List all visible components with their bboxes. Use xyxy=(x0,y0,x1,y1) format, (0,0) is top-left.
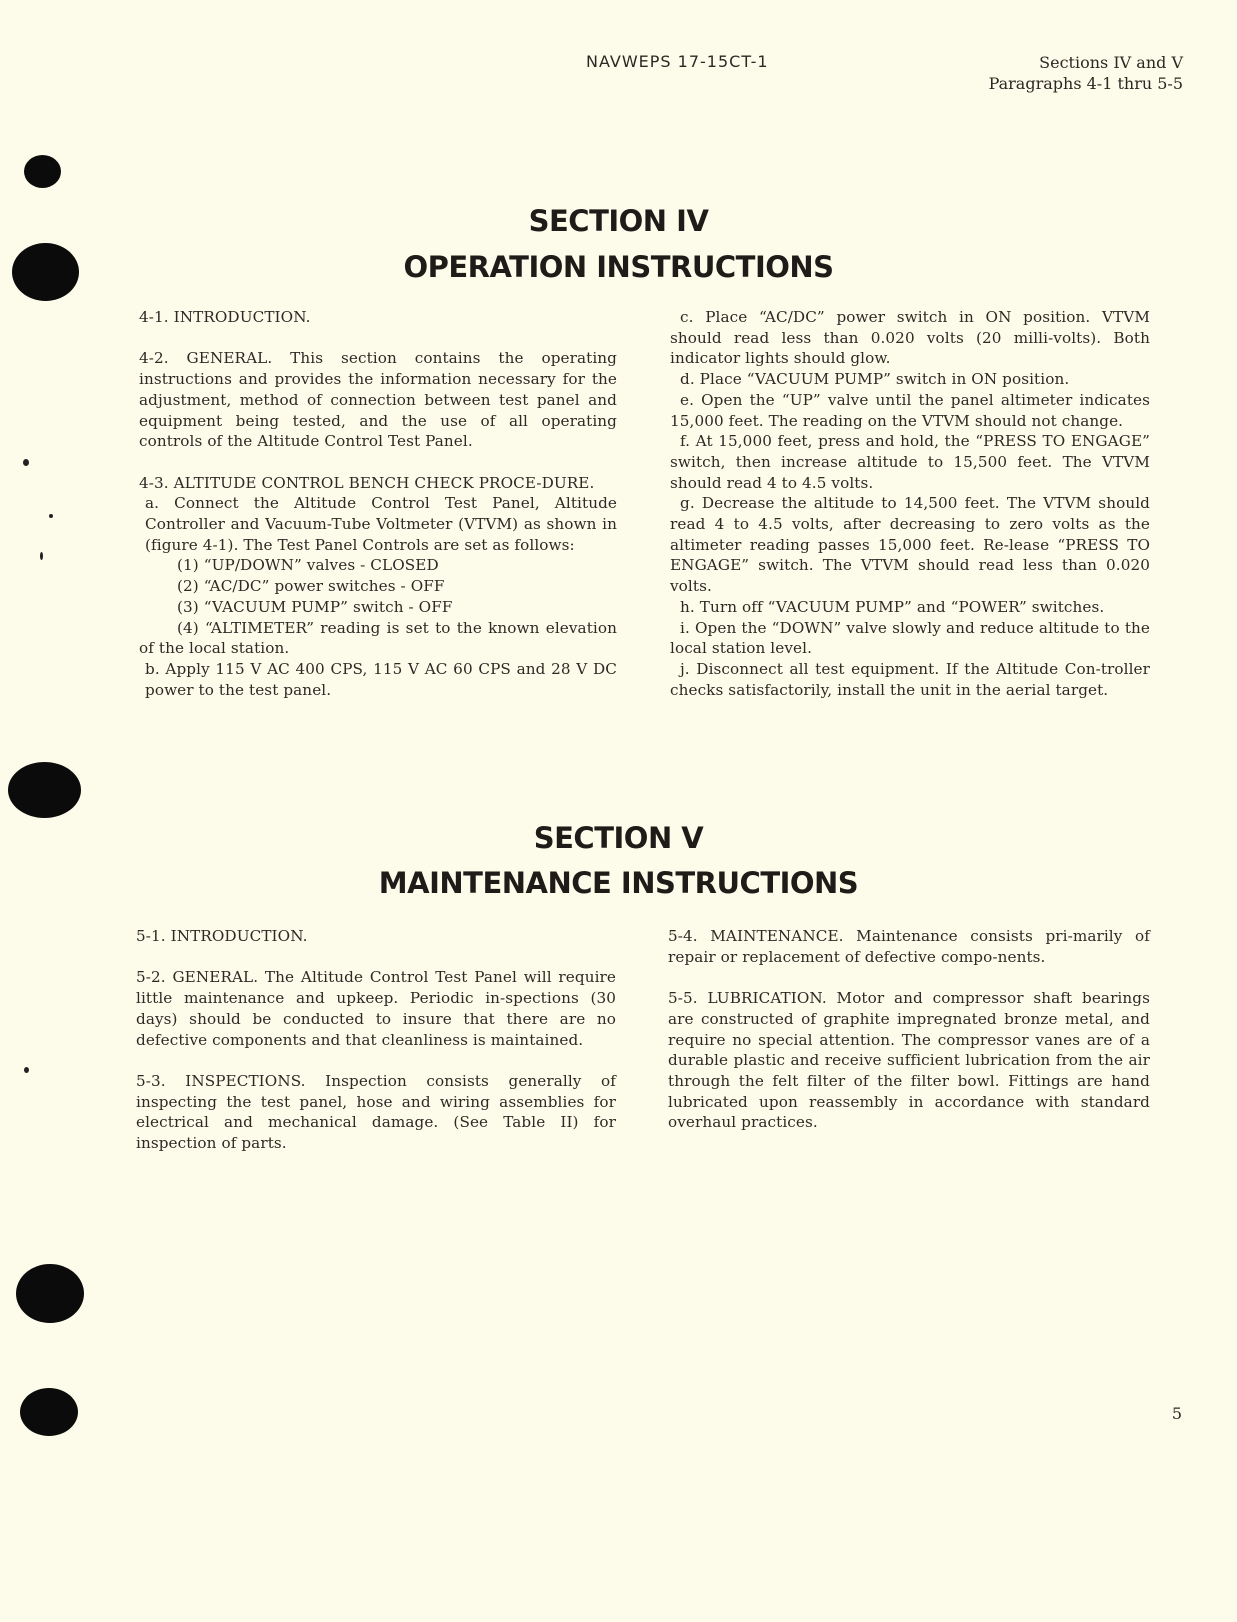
binder-hole xyxy=(8,762,81,818)
section-5-right-column xyxy=(668,926,1150,1133)
scan-speck xyxy=(49,514,53,518)
scan-speck xyxy=(24,1067,29,1073)
step-e: e. Open the “UP” valve until the panel altimeter indicates 15,000 feet. The reading on the VTVM should not change. xyxy=(670,390,1150,430)
binder-hole xyxy=(16,1264,84,1323)
step-a-1: (1) “UP/DOWN” valves - CLOSED xyxy=(177,556,439,575)
section-4-subtitle: OPERATION INSTRUCTIONS xyxy=(403,250,834,284)
sections-label: Sections IV and V xyxy=(1039,53,1183,72)
scan-speck xyxy=(40,552,43,560)
paragraph-5-4: 5-4. MAINTENANCE. Maintenance consists pri-marily of repair or replacement of defective compo-nents. xyxy=(668,927,1150,966)
paragraph-5-1: 5-1. INTRODUCTION. xyxy=(136,927,308,945)
step-g: g. Decrease the altitude to 14,500 feet. The VTVM should read 4 to 4.5 volts, after decreasing to zero volts as the altimeter reading passes 15,000 feet. Re-lease “PRESS TO ENGAGE” switch. The VTVM should read less than 0.020 volts. xyxy=(670,494,1150,596)
section-4-title: SECTION IV xyxy=(528,204,709,238)
section-5-title: SECTION V xyxy=(533,821,704,855)
step-a-3: (3) “VACUUM PUMP” switch - OFF xyxy=(177,597,453,616)
step-b: b. Apply 115 V AC 400 CPS, 115 V AC 60 CPS and 28 V DC power to the test panel. xyxy=(145,659,617,699)
paragraphs-label: Paragraphs 4-1 thru 5-5 xyxy=(988,74,1183,93)
section-5-left-column xyxy=(136,926,616,1154)
step-a-2: (2) “AC/DC” power switches - OFF xyxy=(177,577,445,596)
paragraph-5-5: 5-5. LUBRICATION. Motor and compressor shaft bearings are constructed of graphite impregnated bronze metal, and require no special attention. The compressor vanes are of a durable plastic and receive sufficient lubrication from the air through the felt filter of the filter bowl. Fittings are hand lubricated upon reassembly in accordance with standard overhaul practices. xyxy=(668,989,1150,1132)
step-h: h. Turn off “VACUUM PUMP” and “POWER” switches. xyxy=(680,597,1105,616)
step-j: j. Disconnect all test equipment. If the Altitude Con-troller checks satisfactorily, install the unit in the aerial target. xyxy=(670,659,1150,699)
paragraph-4-1: 4-1. INTRODUCTION. xyxy=(139,308,311,326)
section-4-left-column xyxy=(139,307,617,700)
section-4-right-column xyxy=(670,307,1150,700)
document-number: NAVWEPS 17-15CT-1 xyxy=(586,52,769,71)
binder-hole xyxy=(20,1388,78,1436)
paragraph-4-3-heading: 4-3. ALTITUDE CONTROL BENCH CHECK PROCE-DURE. xyxy=(139,473,595,492)
binder-hole xyxy=(24,155,61,188)
paragraph-5-3: 5-3. INSPECTIONS. Inspection consists generally of inspecting the test panel, hose and wiring assemblies for electrical and mechanical damage. (See Table II) for inspection of parts. xyxy=(136,1071,616,1152)
step-c: c. Place “AC/DC” power switch in ON position. VTVM should read less than 0.020 volts (20 milli-volts). Both indicator lights should glow. xyxy=(670,308,1150,368)
step-f: f. At 15,000 feet, press and hold, the “PRESS TO ENGAGE” switch, then increase altitude to 15,500 feet. The VTVM should read 4 to 4.5 volts. xyxy=(670,432,1150,492)
page-number: 5 xyxy=(1171,1404,1182,1423)
paragraph-5-2: 5-2. GENERAL. The Altitude Control Test Panel will require little maintenance and upkeep. Periodic in-spections (30 days) should be conducted to insure that there are no defective components and that cleanliness is maintained. xyxy=(136,968,616,1049)
section-reference xyxy=(989,52,1183,94)
scan-speck xyxy=(23,459,29,466)
step-a-4: (4) “ALTIMETER” reading is set to the known elevation of the local station. xyxy=(139,618,617,658)
section-5-subtitle: MAINTENANCE INSTRUCTIONS xyxy=(378,866,859,900)
step-d: d. Place “VACUUM PUMP” switch in ON position. xyxy=(680,370,1070,389)
paragraph-4-2: 4-2. GENERAL. This section contains the operating instructions and provides the information necessary for the adjustment, method of connection between test panel and equipment being tested, and the use of all operating controls of the Altitude Control Test Panel. xyxy=(139,349,617,451)
step-a: a. Connect the Altitude Control Test Panel, Altitude Controller and Vacuum-Tube Voltmeter (VTVM) as shown in (figure 4-1). The Test Panel Controls are set as follows: xyxy=(145,494,617,554)
step-i: i. Open the “DOWN” valve slowly and reduce altitude to the local station level. xyxy=(670,618,1150,658)
